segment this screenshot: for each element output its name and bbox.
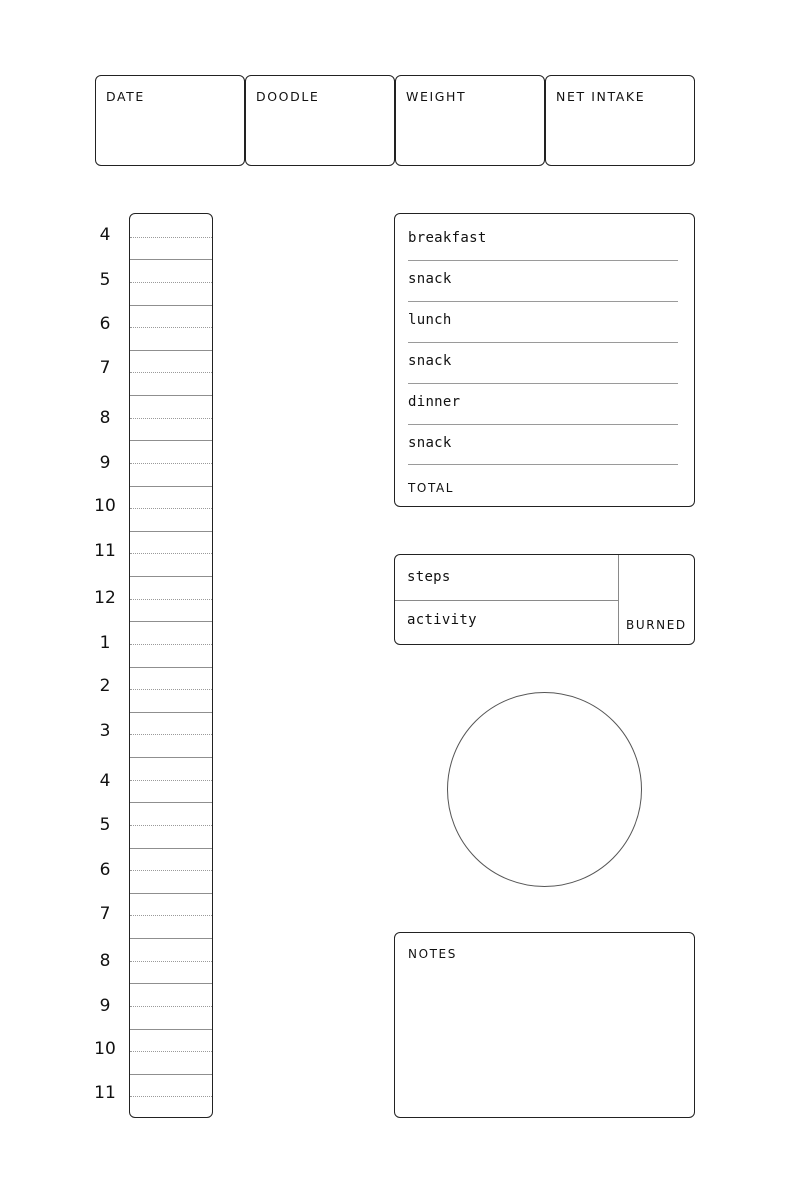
hour-line [130,757,212,758]
snack-label: snack [408,435,452,451]
half-hour-line [130,870,212,871]
snack-label: snack [408,353,452,369]
hour-label: 12 [94,588,116,608]
hour-label: 2 [99,676,111,696]
half-hour-line [130,508,212,509]
hour-line [130,1074,212,1075]
half-hour-line [130,961,212,962]
hour-line [130,983,212,984]
half-hour-line [130,734,212,735]
half-hour-line [130,1096,212,1097]
hour-label: 9 [99,996,111,1016]
total-label: TOTAL [408,481,455,495]
hour-line [130,621,212,622]
meal-divider [408,424,678,425]
half-hour-line [130,553,212,554]
hour-label: 8 [99,951,111,971]
hour-label: 9 [99,453,111,473]
doodle-circle[interactable] [447,692,642,887]
hour-line [130,667,212,668]
meal-divider [408,383,678,384]
hour-line [130,531,212,532]
meal-divider [408,260,678,261]
hour-label: 11 [94,541,116,561]
hour-line [130,802,212,803]
activity-box[interactable] [394,554,695,645]
hour-line [130,395,212,396]
burned-divider [618,555,619,644]
burned-label: BURNED [626,618,687,632]
hour-label: 7 [99,358,111,378]
hour-label: 6 [99,860,111,880]
hour-label: 5 [99,270,111,290]
hour-line [130,893,212,894]
hourly-schedule-column[interactable] [129,213,213,1118]
notes-box[interactable] [394,932,695,1118]
net-intake-label: NET INTAKE [556,89,646,104]
half-hour-line [130,825,212,826]
activity-divider [395,600,619,601]
steps-label: steps [407,569,451,585]
hour-label: 4 [99,225,111,245]
net-intake-box[interactable] [545,75,695,166]
doodle-label: DOODLE [256,89,320,104]
half-hour-line [130,282,212,283]
half-hour-line [130,1006,212,1007]
hour-line [130,848,212,849]
hour-line [130,1029,212,1030]
half-hour-line [130,599,212,600]
hour-label: 11 [94,1083,116,1103]
snack-label: snack [408,271,452,287]
date-box[interactable] [95,75,245,166]
hour-label: 10 [94,496,116,516]
half-hour-line [130,915,212,916]
weight-label: WEIGHT [406,89,467,104]
hour-line [130,712,212,713]
hour-line [130,305,212,306]
hour-label: 1 [99,633,111,653]
notes-title: NOTES [408,947,457,961]
half-hour-line [130,689,212,690]
half-hour-line [130,463,212,464]
half-hour-line [130,237,212,238]
meal-divider [408,342,678,343]
weight-box[interactable] [395,75,545,166]
hour-line [130,440,212,441]
hour-line [130,938,212,939]
hour-line [130,486,212,487]
meal-divider [408,464,678,465]
hour-label: 3 [99,721,111,741]
hour-label: 5 [99,815,111,835]
activity-label: activity [407,612,477,628]
hour-line [130,350,212,351]
dinner-label: dinner [408,394,461,410]
hour-label: 10 [94,1039,116,1059]
meals-box[interactable] [394,213,695,507]
lunch-label: lunch [408,312,452,328]
hour-label: 4 [99,771,111,791]
half-hour-line [130,644,212,645]
hour-label: 7 [99,904,111,924]
half-hour-line [130,780,212,781]
meal-divider [408,301,678,302]
doodle-box[interactable] [245,75,395,166]
date-label: DATE [106,89,145,104]
half-hour-line [130,418,212,419]
hour-label: 6 [99,314,111,334]
hour-label: 8 [99,408,111,428]
half-hour-line [130,372,212,373]
breakfast-label: breakfast [408,230,487,246]
hour-line [130,576,212,577]
hour-line [130,259,212,260]
half-hour-line [130,1051,212,1052]
half-hour-line [130,327,212,328]
